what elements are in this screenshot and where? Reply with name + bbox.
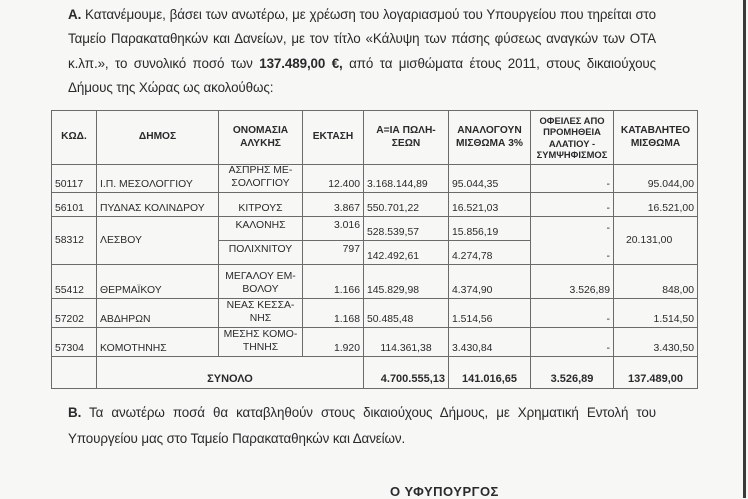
cell-salt-debts: 3.526,89 xyxy=(531,265,614,299)
cell-area: 3.867 xyxy=(303,193,364,217)
cell-proportional-rent: 16.521,03 xyxy=(449,193,531,217)
cell-area: 1.920 xyxy=(303,328,364,357)
cell-area: 3.016 xyxy=(303,217,364,241)
header-code: ΚΩΔ. xyxy=(52,111,97,165)
total-payable-rent: 137.489,00 xyxy=(614,357,698,389)
signature-title: Ο ΥΦΥΠΟΥΡΓΟΣ xyxy=(390,484,499,499)
cell-municipality: ΑΒΔΗΡΩΝ xyxy=(97,299,219,328)
cell-area: 797 xyxy=(303,241,364,265)
header-saltworks-name: ΟΝΟΜΑΣΙΑ ΑΛΥΚΗΣ xyxy=(219,111,303,165)
cell-saltworks: ΜΕΓΑΛΟΥ ΕΜ-ΒΟΛΟΥ xyxy=(219,265,303,299)
total-sales-value: 4.700.555,13 xyxy=(364,357,449,389)
cell-saltworks: ΠΟΛΙΧΝΙΤΟΥ xyxy=(219,241,303,265)
table-row xyxy=(52,265,698,299)
total-row xyxy=(52,357,698,389)
table-header-row xyxy=(52,111,698,165)
cell-sales-value: 145.829,98 xyxy=(364,265,449,299)
cell-payable-rent: 848,00 xyxy=(614,265,698,299)
cell-payable-rent: 1.514,50 xyxy=(614,299,698,328)
cell-salt-debts: - xyxy=(531,165,614,193)
cell-proportional-rent: 95.044,35 xyxy=(449,165,531,193)
cell-area: 1.166 xyxy=(303,265,364,299)
cell-area: 12.400 xyxy=(303,165,364,193)
cell-municipality: Ι.Π. ΜΕΣΟΛΟΓΓΙΟΥ xyxy=(97,165,219,193)
header-sales-value: Α=ΙΑ ΠΩΛΗ-ΣΕΩΝ xyxy=(364,111,449,165)
header-area: ΕΚΤΑΣΗ xyxy=(303,111,364,165)
cell-salt-debts: - xyxy=(531,241,614,265)
cell-code: 57304 xyxy=(52,328,97,357)
paragraph-a-amount: 137.489,00 €, xyxy=(259,55,343,71)
table-row xyxy=(52,328,698,357)
cell-code: 50117 xyxy=(52,165,97,193)
cell-saltworks: ΚΑΛΟΝΗΣ xyxy=(219,217,303,241)
cell-proportional-rent: 1.514,56 xyxy=(449,299,531,328)
cell-payable-rent: 3.430,50 xyxy=(614,328,698,357)
cell-payable-rent: 20.131,00 xyxy=(614,217,698,265)
cell-code: 57202 xyxy=(52,299,97,328)
cell-payable-rent: 16.521,00 xyxy=(614,193,698,217)
total-empty-cell xyxy=(52,357,97,389)
total-salt-debts: 3.526,89 xyxy=(531,357,614,389)
cell-code: 56101 xyxy=(52,193,97,217)
cell-sales-value: 114.361,38 xyxy=(364,328,449,357)
table-row xyxy=(52,217,698,241)
cell-code: 55412 xyxy=(52,265,97,299)
cell-salt-debts: - xyxy=(531,217,614,241)
cell-saltworks: ΝΕΑΣ ΚΕΣΣΑ-ΝΗΣ xyxy=(219,299,303,328)
page-edge-line xyxy=(743,0,746,498)
cell-salt-debts: - xyxy=(531,299,614,328)
cell-sales-value: 50.485,48 xyxy=(364,299,449,328)
header-salt-debts: ΟΦΕΙΛΕΣ ΑΠΟ ΠΡΟΜΗΘΕΙΑ ΑΛΑΤΙΟΥ - ΣΥΜΨΗΦΙΣΜΟΣ xyxy=(531,111,614,165)
cell-municipality: ΘΕΡΜΑΪΚΟΥ xyxy=(97,265,219,299)
cell-proportional-rent: 3.430,84 xyxy=(449,328,531,357)
cell-municipality: ΠΥΔΝΑΣ ΚΟΛΙΝΔΡΟΥ xyxy=(97,193,219,217)
cell-proportional-rent: 15.856,19 xyxy=(449,217,531,241)
cell-proportional-rent: 4.274,78 xyxy=(449,241,531,265)
paragraph-b xyxy=(68,400,656,452)
total-label: ΣΥΝΟΛΟ xyxy=(97,357,364,389)
paragraph-b-label: Β. xyxy=(68,405,82,420)
cell-sales-value: 3.168.144,89 xyxy=(364,165,449,193)
cell-municipality: ΛΕΣΒΟΥ xyxy=(97,217,219,265)
cell-saltworks: ΜΕΣΗΣ ΚΟΜΟ-ΤΗΝΗΣ xyxy=(219,328,303,357)
total-proportional-rent: 141.016,65 xyxy=(449,357,531,389)
header-proportional-rent: ΑΝΑΛΟΓΟΥΝ ΜΙΣΘΩΜΑ 3% xyxy=(449,111,531,165)
header-payable-rent: ΚΑΤΑΒΛΗΤΕΟ ΜΙΣΘΩΜΑ xyxy=(614,111,698,165)
cell-payable-rent: 95.044,00 xyxy=(614,165,698,193)
table-row xyxy=(52,193,698,217)
cell-salt-debts: - xyxy=(531,193,614,217)
cell-sales-value: 142.492,61 xyxy=(364,241,449,265)
cell-proportional-rent: 4.374,90 xyxy=(449,265,531,299)
cell-saltworks: ΑΣΠΡΗΣ ΜΕ-ΣΟΛΟΓΓΙΟΥ xyxy=(219,165,303,193)
cell-municipality: ΚΟΜΟΤΗΝΗΣ xyxy=(97,328,219,357)
cell-sales-value: 550.701,22 xyxy=(364,193,449,217)
cell-saltworks: ΚΙΤΡΟΥΣ xyxy=(219,193,303,217)
cell-sales-value: 528.539,57 xyxy=(364,217,449,241)
paragraph-a-text-2: από τα μισθώματα έτους 2011, στους δικαιούχους Δήμους της Χώρας ως ακολούθως: xyxy=(68,55,656,95)
header-municipality: ΔΗΜΟΣ xyxy=(97,111,219,165)
table-row xyxy=(52,299,698,328)
cell-salt-debts: - xyxy=(531,328,614,357)
allocation-table xyxy=(51,110,698,389)
cell-area: 1.168 xyxy=(303,299,364,328)
paragraph-a xyxy=(68,3,656,100)
paragraph-b-text: Τα ανωτέρω ποσά θα καταβληθούν στους δικαιούχους Δήμους, με Χρηματική Εντολή του Υπουργείου μας στο Ταμείο Παρακαταθηκών και Δανείων. xyxy=(68,405,656,446)
paragraph-a-label: Α. xyxy=(68,7,82,22)
cell-code: 58312 xyxy=(52,217,97,265)
paragraph-a-text-1: Κατανέμουμε, βάσει των ανωτέρω, με χρέωση του λογαριασμού του Υπουργείου που τηρείται στο Ταμείο Παρακαταθηκών και Δανείων, με τον τίτλο «Κάλυψη των πάσης φύσεως αναγκών των ΟΤΑ κ.λπ.», το συνολικό ποσό των xyxy=(68,7,656,71)
table-row xyxy=(52,165,698,193)
